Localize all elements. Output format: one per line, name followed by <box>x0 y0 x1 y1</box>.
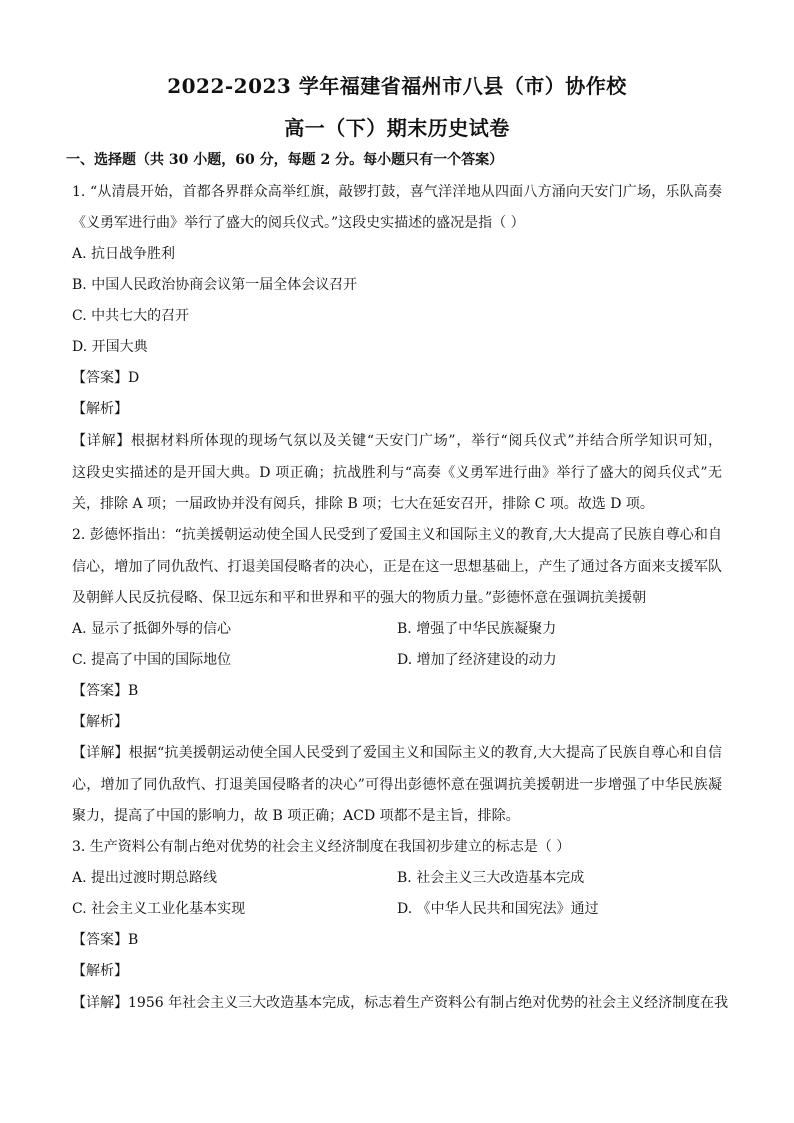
q3-answer: 【答案】B <box>72 932 139 948</box>
q2-answer: 【答案】B <box>72 683 139 699</box>
q2-detail-line2: 心，增加了同仇敌忾、打退美国侵略者的决心”可得出彭德怀意在强调抗美援朝进一步增强了中华民族凝 <box>72 777 722 793</box>
q1-option-b: B. 中国人民政治协商会议第一届全体会议召开 <box>72 277 358 293</box>
q3-stem-line1: 3. 生产资料公有制占绝对优势的社会主义经济制度在我国初步建立的标志是（ ） <box>72 839 571 855</box>
q1-detail-line2: 这段史实描述的是开国大典。D 项正确；抗战胜利与“高奏《义勇军进行曲》举行了盛大的阅兵仪式”无 <box>72 465 722 481</box>
section-heading: 一、选择题（共 30 小题，60 分，每题 2 分。每小题只有一个答案） <box>66 152 504 168</box>
q3-option-b: B. 社会主义三大改造基本完成 <box>397 870 585 886</box>
q2-stem-line2: 信心，增加了同仇敌忾、打退美国侵略者的决心，正是在这一思想基础上，产生了通过各方面来支援军队 <box>72 559 722 575</box>
q1-analysis-label: 【解析】 <box>72 401 128 417</box>
q1-stem-line2: 《义勇军进行曲》举行了盛大的阅兵仪式。”这段史实描述的盛况是指（ ） <box>72 215 525 231</box>
q3-option-a: A. 提出过渡时期总路线 <box>72 870 218 886</box>
q1-detail-line3: 关，排除 A 项；一届政协并没有阅兵，排除 B 项；七大在延安召开，排除 C 项。故选 D 项。 <box>72 496 654 512</box>
q3-detail-line1: 【详解】1956 年社会主义三大改造基本完成，标志着生产资料公有制占绝对优势的社会主义经济制度在我 <box>72 995 729 1011</box>
q1-option-a: A. 抗日战争胜利 <box>72 246 176 262</box>
q1-detail-line1: 【详解】根据材料所体现的现场气氛以及关键“天安门广场”，举行“阅兵仪式”并结合所学知识可知， <box>72 433 722 449</box>
q2-option-b: B. 增强了中华民族凝聚力 <box>397 621 557 637</box>
q3-analysis-label: 【解析】 <box>72 963 128 979</box>
q1-option-c: C. 中共七大的召开 <box>72 308 190 324</box>
q2-analysis-label: 【解析】 <box>72 714 128 730</box>
q3-option-d: D. 《中华人民共和国宪法》通过 <box>397 901 599 917</box>
exam-title-line2: 高一（下）期末历史试卷 <box>284 116 510 140</box>
q2-option-c: C. 提高了中国的国际地位 <box>72 652 232 668</box>
exam-title-line1: 2022-2023 学年福建省福州市八县（市）协作校 <box>167 74 627 98</box>
q2-stem-line3: 及朝鲜人民反抗侵略、保卫远东和平和世界和平的强大的物质力量。”彭德怀意在强调抗美援朝 <box>72 590 647 606</box>
q3-option-c: C. 社会主义工业化基本实现 <box>72 901 246 917</box>
q2-detail-line3: 聚力，提高了中国的影响力，故 B 项正确；ACD 项都不是主旨，排除。 <box>72 808 520 824</box>
q2-detail-line1: 【详解】根据“抗美援朝运动使全国人民受到了爱国主义和国际主义的教育,大大提高了民族自尊心和自信 <box>72 745 722 761</box>
q2-stem-line1: 2. 彭德怀指出：“抗美援朝运动使全国人民受到了爱国主义和国际主义的教育,大大提高了民族自尊心和自 <box>72 527 722 543</box>
q2-option-a: A. 显示了抵御外辱的信心 <box>72 621 232 637</box>
q2-option-d: D. 增加了经济建设的动力 <box>397 652 557 668</box>
q1-stem-line1: 1. “从清晨开始，首都各界群众高举红旗，敲锣打鼓，喜气洋洋地从四面八方涌向天安门广场，乐队高奏 <box>72 184 722 200</box>
q1-answer: 【答案】D <box>72 370 140 386</box>
q1-option-d: D. 开国大典 <box>72 339 148 355</box>
